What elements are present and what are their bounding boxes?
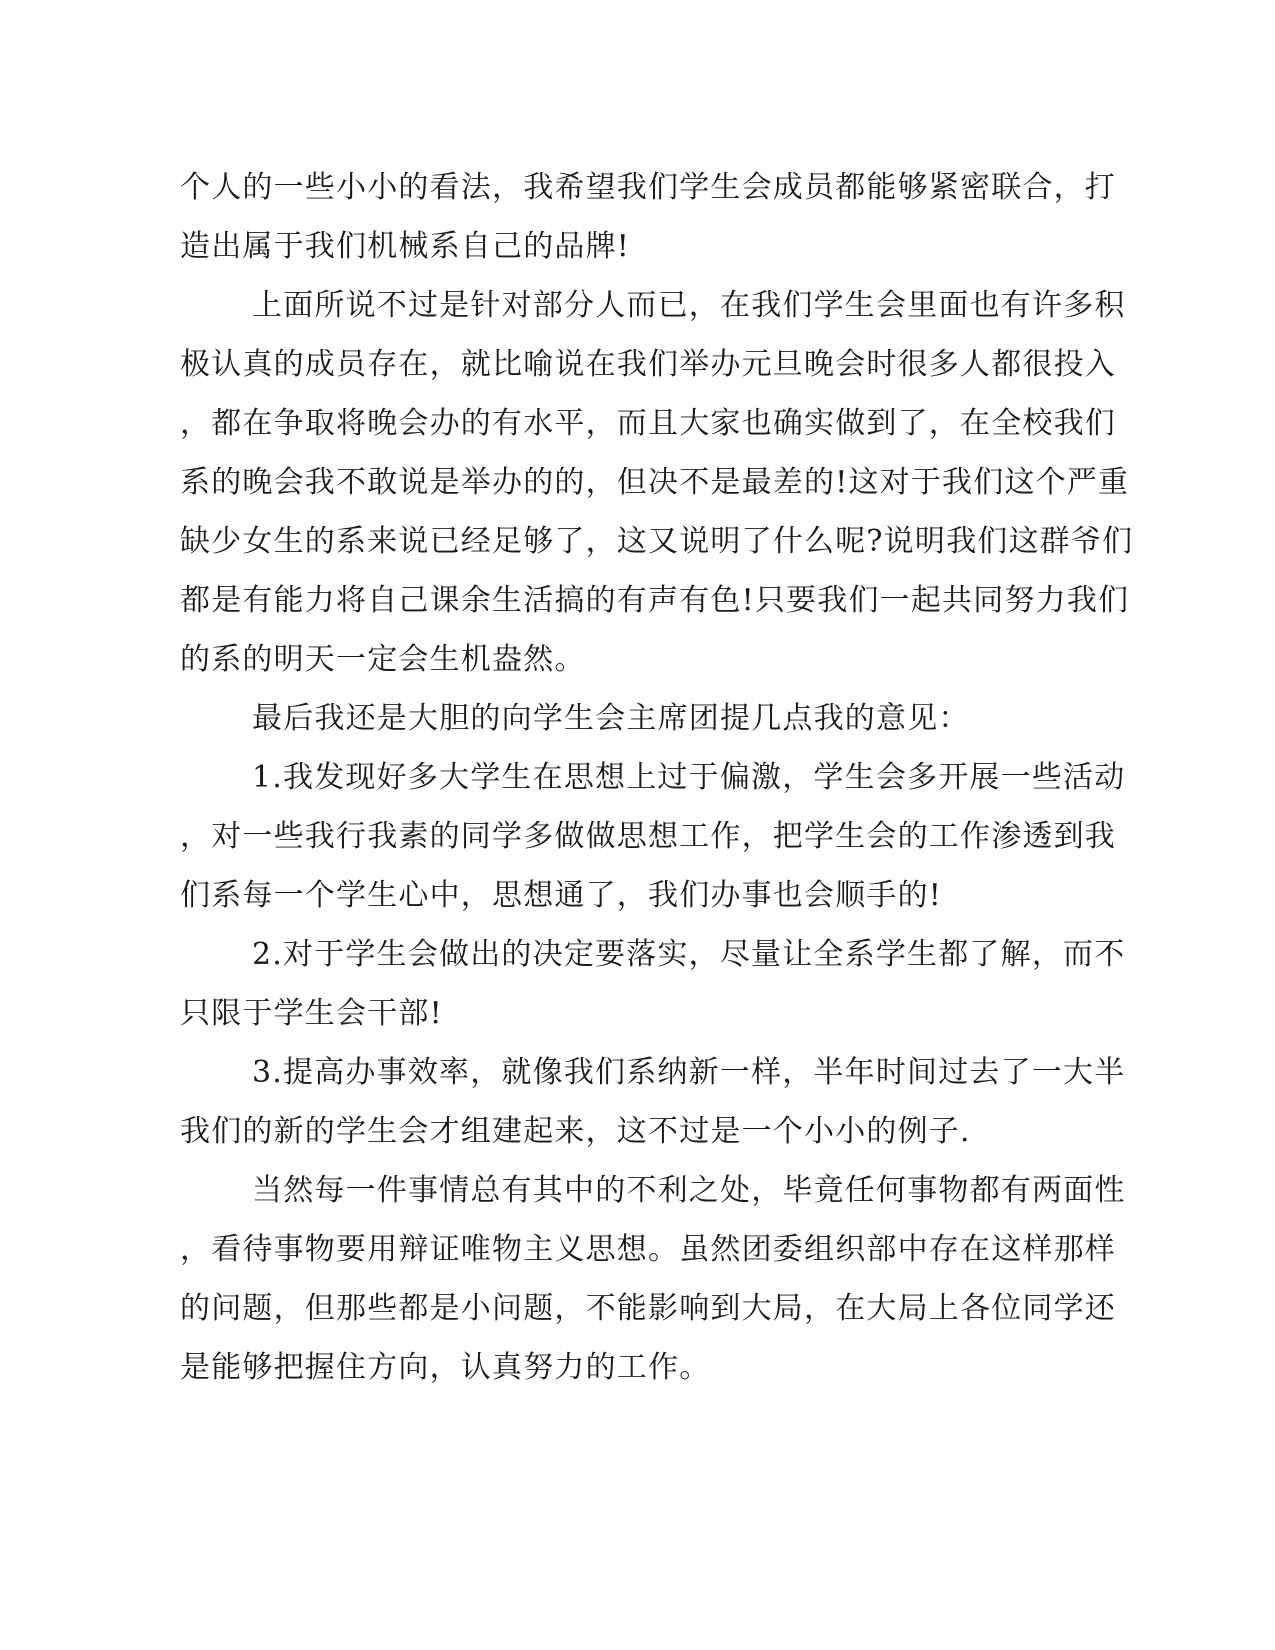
- text-line: 造出属于我们机械系自己的品牌!: [180, 229, 631, 264]
- text-line: ，对一些我行我素的同学多做做思想工作，把学生会的工作渗透到我: [180, 819, 1116, 854]
- list-item-3-line: 3.提高办事效率，就像我们系纳新一样，半年时间过去了一大半: [252, 1055, 1126, 1090]
- text-line: 极认真的成员存在，就比喻说在我们举办元旦晚会时很多人都很投入: [180, 347, 1116, 382]
- document-body: [180, 158, 1134, 1397]
- text-line: 系的晚会我不敢说是举办的的，但决不是最差的!这对于我们这个严重: [180, 465, 1130, 500]
- list-item-1-line: 1.我发现好多大学生在思想上过于偏激，学生会多开展一些活动: [252, 760, 1126, 795]
- text-line: 缺少女生的系来说已经足够了，这又说明了什么呢?说明我们这群爷们: [180, 524, 1134, 559]
- text-line: 个人的一些小小的看法，我希望我们学生会成员都能够紧密联合，打: [180, 170, 1116, 205]
- text-line: 我们的新的学生会才组建起来，这不过是一个小小的例子.: [180, 1114, 971, 1149]
- text-line: ，都在争取将晚会办的有水平，而且大家也确实做到了，在全校我们: [180, 406, 1116, 441]
- text-line: 是能够把握住方向，认真努力的工作。: [180, 1350, 711, 1385]
- text-line: 们系每一个学生心中，思想通了，我们办事也会顺手的!: [180, 878, 943, 913]
- paragraph-start-line: 最后我还是大胆的向学生会主席团提几点我的意见：: [252, 701, 970, 736]
- paragraph-start-line: 上面所说不过是针对部分人而已，在我们学生会里面也有许多积: [252, 288, 1126, 323]
- text-line: 的问题，但那些都是小问题，不能影响到大局，在大局上各位同学还: [180, 1291, 1116, 1326]
- text-line: 的系的明天一定会生机盎然。: [180, 642, 586, 677]
- text-line: 都是有能力将自己课余生活搞的有声有色!只要我们一起共同努力我们: [180, 583, 1130, 618]
- paragraph-start-line: 当然每一件事情总有其中的不利之处，毕竟任何事物都有两面性: [252, 1173, 1126, 1208]
- text-line: ，看待事物要用辩证唯物主义思想。虽然团委组织部中存在这样那样: [180, 1232, 1116, 1267]
- text-line: 只限于学生会干部!: [180, 996, 443, 1031]
- list-item-2-line: 2.对于学生会做出的决定要落实，尽量让全系学生都了解，而不: [252, 937, 1126, 972]
